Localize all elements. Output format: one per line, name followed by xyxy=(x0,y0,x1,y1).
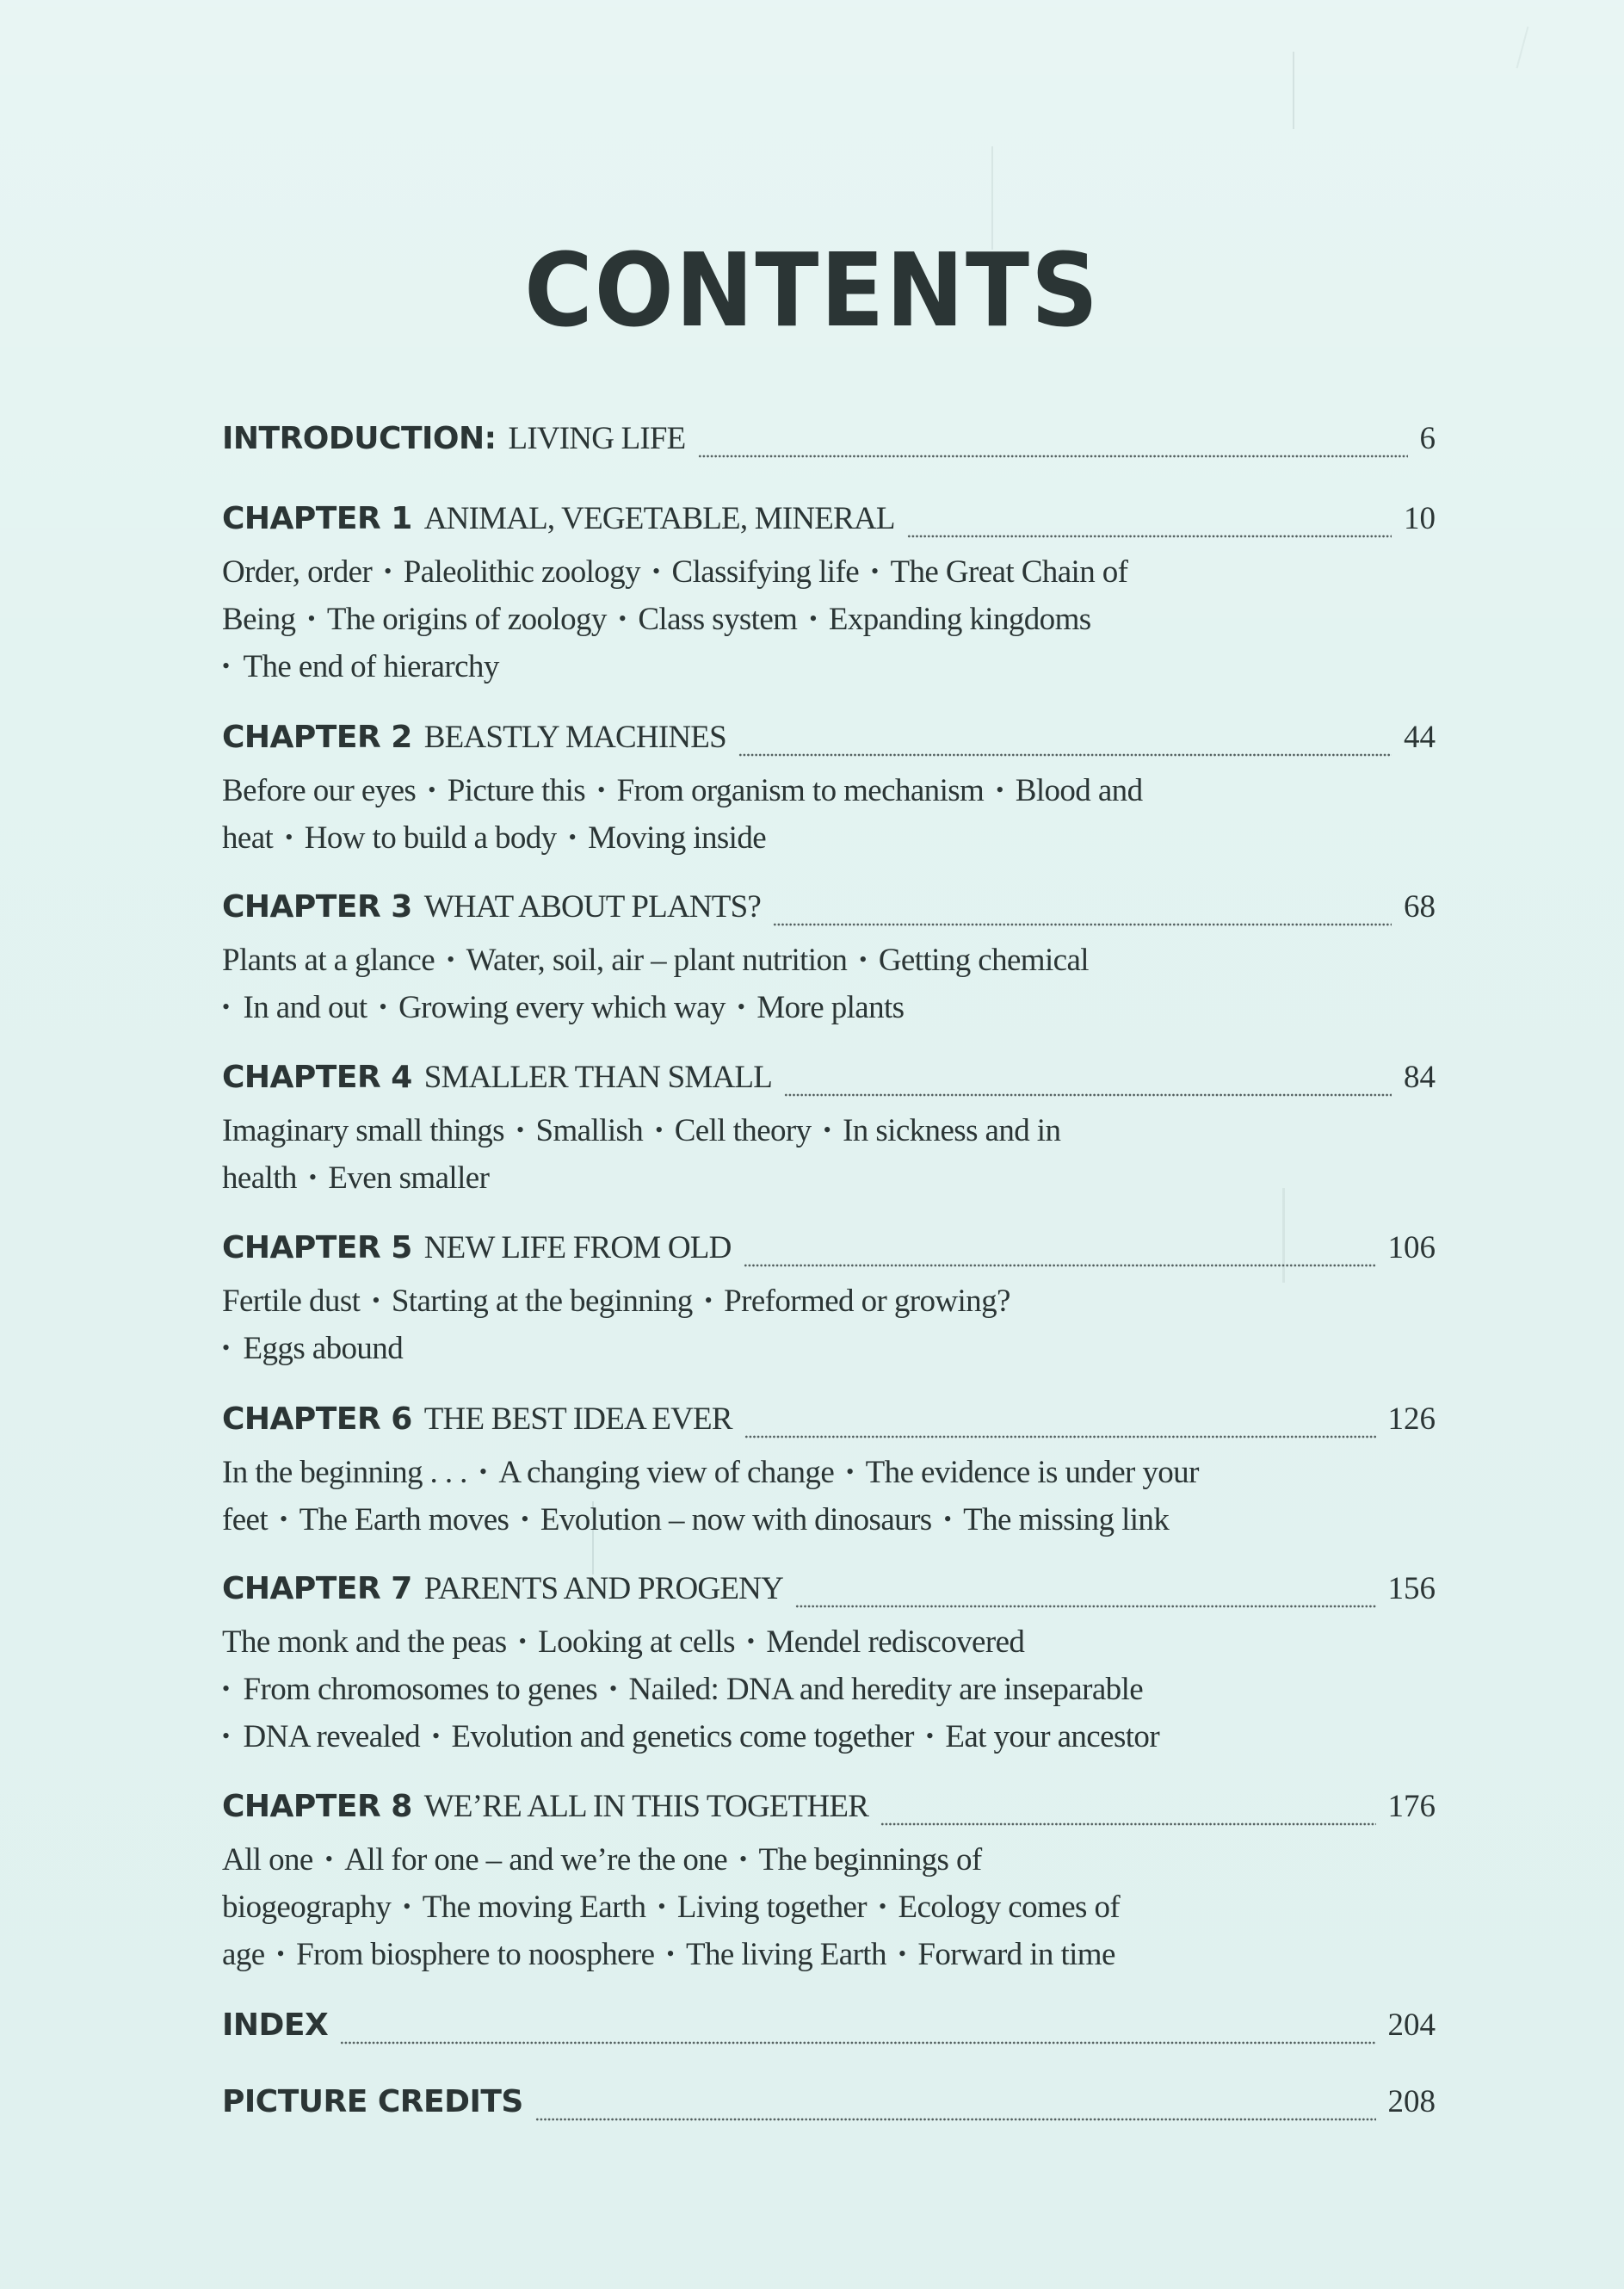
section-topic: Water, soil, air – plant nutrition xyxy=(466,943,848,978)
dot-leader xyxy=(698,455,1408,458)
section-topic: Nailed: DNA and heredity are inseparable xyxy=(628,1672,1144,1707)
bullet-icon: • xyxy=(597,777,605,802)
chapter-sections xyxy=(222,1449,1341,1544)
section-line xyxy=(222,1154,1341,1202)
page-number: 208 xyxy=(1387,2084,1436,2119)
dot-leader xyxy=(738,753,1392,757)
section-line xyxy=(222,937,1341,984)
section-topic: More plants xyxy=(756,990,905,1025)
scan-mark xyxy=(1516,27,1529,69)
dot-leader xyxy=(795,1605,1376,1608)
bullet-icon: • xyxy=(739,1847,747,1871)
entry-label[interactable]: PICTURE CREDITS xyxy=(222,2084,523,2119)
chapter-sections xyxy=(222,937,1341,1031)
section-line xyxy=(222,767,1341,814)
dot-leader xyxy=(340,2041,1375,2045)
section-topic: In the beginning . . . xyxy=(222,1455,467,1490)
section-topic: Picture this xyxy=(447,773,586,808)
toc-entry-chapter-5 xyxy=(222,1229,1436,1372)
dot-leader xyxy=(744,1435,1376,1438)
dot-leader xyxy=(880,1822,1375,1826)
chapter-sections xyxy=(222,548,1341,690)
chapter-sections xyxy=(222,1278,1341,1372)
section-topic: Smallish xyxy=(535,1113,644,1148)
chapter-sections xyxy=(222,1618,1341,1760)
chapter-sections xyxy=(222,1107,1341,1202)
section-topic: All one xyxy=(222,1842,313,1878)
bullet-icon: • xyxy=(618,606,627,631)
bullet-icon: • xyxy=(280,1506,287,1531)
toc-entry-chapter-2 xyxy=(222,719,1436,862)
scan-mark xyxy=(1293,52,1294,129)
page-number: 10 xyxy=(1404,501,1436,536)
bullet-icon: • xyxy=(518,1629,527,1654)
section-line xyxy=(222,1618,1341,1666)
section-topic: In and out xyxy=(243,990,367,1025)
section-topic: feet xyxy=(222,1502,269,1537)
bullet-icon: • xyxy=(823,1117,831,1142)
chapter-title[interactable]: WHAT ABOUT PLANTS? xyxy=(423,889,761,925)
section-topic: The living Earth xyxy=(686,1937,886,1972)
section-topic: Plants at a glance xyxy=(222,943,435,978)
entry-label[interactable]: INDEX xyxy=(222,2008,329,2043)
toc-entry-chapter-3 xyxy=(222,888,1436,1031)
toc-entry-index xyxy=(222,2007,1436,2055)
page-number: 6 xyxy=(1419,421,1436,456)
dot-leader xyxy=(907,535,1392,538)
bullet-icon: • xyxy=(925,1723,934,1748)
section-topic: Looking at cells xyxy=(538,1624,735,1660)
bullet-icon: • xyxy=(746,1629,755,1654)
section-topic: Class system xyxy=(638,602,798,637)
bullet-icon: • xyxy=(222,1335,230,1360)
section-topic: How to build a body xyxy=(304,820,557,856)
section-topic: biogeography xyxy=(222,1890,392,1925)
section-topic: The missing link xyxy=(963,1502,1170,1537)
entry-label: INTRODUCTION: xyxy=(222,421,497,456)
section-topic: The Great Chain of xyxy=(890,554,1128,590)
chapter-label: CHAPTER 2 xyxy=(222,720,412,755)
bullet-icon: • xyxy=(521,1506,528,1531)
section-line xyxy=(222,1107,1341,1154)
bullet-icon: • xyxy=(222,653,230,678)
section-line xyxy=(222,643,1341,690)
section-topic: Fertile dust xyxy=(222,1284,361,1319)
bullet-icon: • xyxy=(516,1117,524,1142)
bullet-icon: • xyxy=(324,1847,333,1871)
chapter-title[interactable]: NEW LIFE FROM OLD xyxy=(423,1230,732,1265)
bullet-icon: • xyxy=(809,606,817,631)
chapter-title[interactable]: WE’RE ALL IN THIS TOGETHER xyxy=(423,1789,869,1824)
bullet-icon: • xyxy=(307,606,315,631)
toc-entry-chapter-8 xyxy=(222,1788,1436,1978)
section-topic: Eggs abound xyxy=(243,1331,404,1366)
section-topic: Preformed or growing? xyxy=(724,1284,1010,1319)
bullet-icon: • xyxy=(379,994,387,1019)
section-topic: In sickness and in xyxy=(843,1113,1061,1148)
chapter-title[interactable]: ANIMAL, VEGETABLE, MINERAL xyxy=(423,501,895,536)
bullet-icon: • xyxy=(384,559,392,584)
toc-entry-chapter-6 xyxy=(222,1401,1436,1544)
section-line xyxy=(222,1931,1341,1978)
section-line xyxy=(222,1449,1341,1496)
bullet-icon: • xyxy=(479,1459,487,1484)
bullet-icon: • xyxy=(846,1459,854,1484)
section-line xyxy=(222,1278,1341,1325)
section-topic: Blood and xyxy=(1015,773,1143,808)
section-topic: The Earth moves xyxy=(299,1502,509,1537)
chapter-sections xyxy=(222,767,1341,862)
section-topic: DNA revealed xyxy=(243,1719,420,1754)
dot-leader xyxy=(784,1093,1392,1097)
chapter-title[interactable]: BEASTLY MACHINES xyxy=(423,720,726,755)
bullet-icon: • xyxy=(447,947,454,972)
bullet-icon: • xyxy=(609,1676,617,1701)
bullet-icon: • xyxy=(568,825,577,850)
bullet-icon: • xyxy=(943,1506,952,1531)
section-topic: Mendel rediscovered xyxy=(766,1624,1025,1660)
bullet-icon: • xyxy=(704,1288,713,1313)
section-topic: The evidence is under your xyxy=(865,1455,1199,1490)
bullet-icon: • xyxy=(658,1894,665,1919)
bullet-icon: • xyxy=(403,1894,411,1919)
section-topic: Starting at the beginning xyxy=(391,1284,693,1319)
bullet-icon: • xyxy=(871,559,879,584)
section-line xyxy=(222,1496,1341,1544)
section-topic: Even smaller xyxy=(328,1160,490,1196)
toc-entry-chapter-1 xyxy=(222,500,1436,690)
bullet-icon: • xyxy=(431,1723,440,1748)
bullet-icon: • xyxy=(737,994,745,1019)
page-number: 126 xyxy=(1387,1401,1436,1437)
bullet-icon: • xyxy=(879,1894,886,1919)
section-line xyxy=(222,548,1341,596)
page-number: 176 xyxy=(1387,1789,1436,1824)
chapter-label: CHAPTER 1 xyxy=(222,501,412,536)
section-topic: A changing view of change xyxy=(498,1455,835,1490)
section-topic: Imaginary small things xyxy=(222,1113,504,1148)
bullet-icon: • xyxy=(222,1723,230,1748)
section-topic: heat xyxy=(222,820,274,856)
section-line xyxy=(222,1713,1341,1760)
section-topic: Being xyxy=(222,602,296,637)
section-topic: Getting chemical xyxy=(878,943,1089,978)
chapter-title[interactable]: PARENTS AND PROGENY xyxy=(423,1571,783,1606)
bullet-icon: • xyxy=(285,825,293,850)
section-topic: The beginnings of xyxy=(758,1842,982,1878)
dot-leader xyxy=(773,923,1392,926)
page-number: 204 xyxy=(1387,2008,1436,2043)
page-title: CONTENTS xyxy=(524,231,1100,350)
section-line xyxy=(222,814,1341,862)
section-topic: Order, order xyxy=(222,554,373,590)
section-topic: The origins of zoology xyxy=(326,602,607,637)
chapter-label: CHAPTER 4 xyxy=(222,1060,412,1095)
entry-title[interactable]: LIVING LIFE xyxy=(508,421,686,456)
dot-leader xyxy=(535,2118,1376,2121)
section-topic: The end of hierarchy xyxy=(243,649,499,684)
section-topic: The monk and the peas xyxy=(222,1624,507,1660)
section-topic: age xyxy=(222,1937,265,1972)
bullet-icon: • xyxy=(222,994,230,1019)
section-topic: The moving Earth xyxy=(422,1890,646,1925)
section-topic: Ecology comes of xyxy=(898,1890,1121,1925)
bullet-icon: • xyxy=(996,777,1003,802)
bullet-icon: • xyxy=(276,1941,285,1966)
section-line xyxy=(222,1666,1341,1713)
section-topic: Classifying life xyxy=(671,554,860,590)
section-topic: Eat your ancestor xyxy=(945,1719,1160,1754)
section-line xyxy=(222,596,1341,643)
page-number: 106 xyxy=(1387,1230,1436,1265)
toc-entry-chapter-4 xyxy=(222,1059,1436,1202)
chapter-label: CHAPTER 8 xyxy=(222,1789,412,1824)
section-topic: Growing every which way xyxy=(398,990,726,1025)
chapter-label: CHAPTER 7 xyxy=(222,1571,412,1606)
section-topic: Evolution and genetics come together xyxy=(451,1719,914,1754)
section-topic: Forward in time xyxy=(917,1937,1115,1972)
section-topic: Moving inside xyxy=(588,820,767,856)
section-topic: Cell theory xyxy=(674,1113,812,1148)
section-topic: From chromosomes to genes xyxy=(243,1672,597,1707)
dot-leader xyxy=(744,1264,1376,1267)
page-number: 44 xyxy=(1404,720,1436,755)
section-topic: All for one – and we’re the one xyxy=(344,1842,728,1878)
toc-entry-introduction xyxy=(222,420,1436,468)
bullet-icon: • xyxy=(898,1941,906,1966)
bullet-icon: • xyxy=(666,1941,674,1966)
section-topic: Expanding kingdoms xyxy=(828,602,1091,637)
section-line xyxy=(222,1884,1341,1931)
section-topic: Living together xyxy=(676,1890,868,1925)
bullet-icon: • xyxy=(222,1676,230,1701)
toc-entry-chapter-7 xyxy=(222,1570,1436,1760)
section-topic: Paleolithic zoology xyxy=(403,554,640,590)
section-topic: Before our eyes xyxy=(222,773,417,808)
bullet-icon: • xyxy=(428,777,435,802)
section-topic: From organism to mechanism xyxy=(616,773,985,808)
toc-entry-picture-credits xyxy=(222,2083,1436,2131)
bullet-icon: • xyxy=(859,947,867,972)
bullet-icon: • xyxy=(651,559,660,584)
section-line xyxy=(222,984,1341,1031)
chapter-title[interactable]: THE BEST IDEA EVER xyxy=(423,1401,732,1437)
section-topic: health xyxy=(222,1160,297,1196)
bullet-icon: • xyxy=(655,1117,663,1142)
chapter-title[interactable]: SMALLER THAN SMALL xyxy=(423,1060,773,1095)
section-topic: From biosphere to noosphere xyxy=(296,1937,655,1972)
chapter-label: CHAPTER 6 xyxy=(222,1401,412,1437)
bullet-icon: • xyxy=(308,1165,317,1190)
page-number: 156 xyxy=(1387,1571,1436,1606)
section-line xyxy=(222,1836,1341,1884)
chapter-label: CHAPTER 5 xyxy=(222,1230,412,1265)
section-topic: Evolution – now with dinosaurs xyxy=(540,1502,932,1537)
section-line xyxy=(222,1325,1341,1372)
bullet-icon: • xyxy=(372,1288,380,1313)
chapter-label: CHAPTER 3 xyxy=(222,889,412,925)
page-number: 68 xyxy=(1404,889,1436,925)
page-number: 84 xyxy=(1404,1060,1436,1095)
chapter-sections xyxy=(222,1836,1341,1978)
